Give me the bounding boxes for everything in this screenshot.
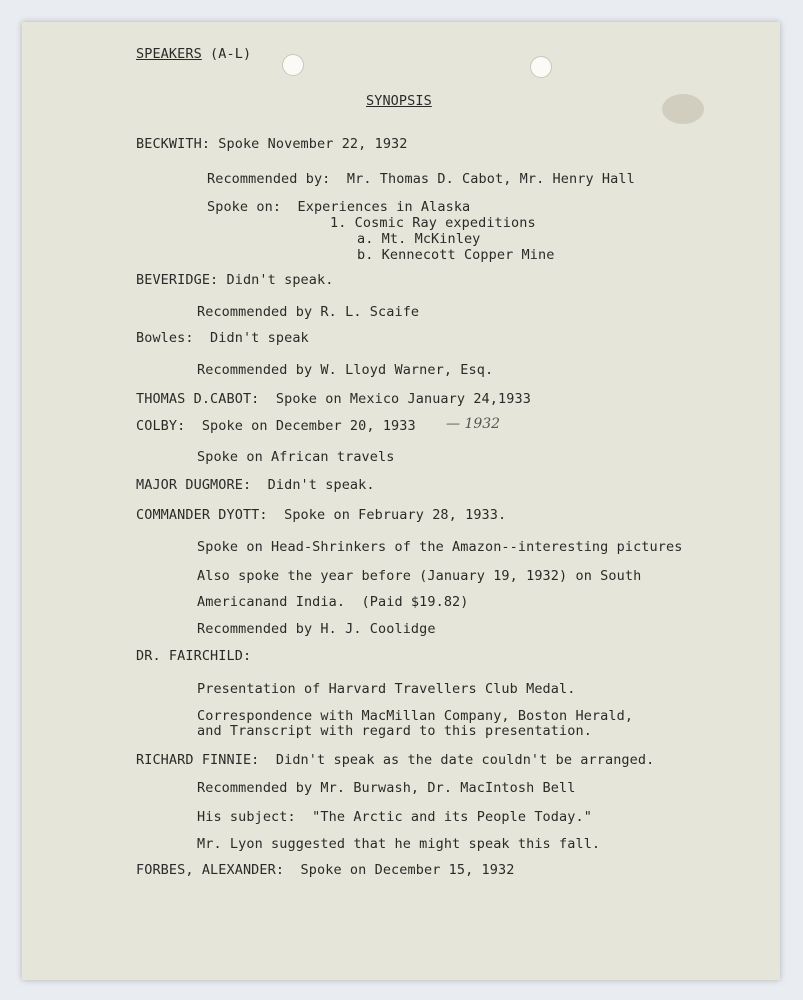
synopsis-heading: SYNOPSIS xyxy=(366,93,432,109)
entry-line: Correspondence with MacMillan Company, Boston Herald, xyxy=(197,708,634,724)
entry-dyott: COMMANDER DYOTT: Spoke on February 28, 1933. xyxy=(136,507,507,523)
entry-line: Recommended by Mr. Burwash, Dr. MacIntosh Bell xyxy=(197,780,576,796)
stain-mark xyxy=(662,94,704,124)
entry-line: Recommended by H. J. Coolidge xyxy=(197,621,436,637)
entry-line: Also spoke the year before (January 19, 1932) on South xyxy=(197,568,642,584)
entry-line: Mr. Lyon suggested that he might speak this fall. xyxy=(197,836,601,852)
header-range: (A-L) xyxy=(201,46,252,62)
entry-line: Spoke on Head-Shrinkers of the Amazon--interesting pictures xyxy=(197,539,683,555)
entry-fairchild: DR. FAIRCHILD: xyxy=(136,648,252,664)
entry-line: Spoke on African travels xyxy=(197,449,395,465)
entry-line: b. Kennecott Copper Mine xyxy=(357,247,555,263)
entry-forbes: FORBES, ALEXANDER: Spoke on December 15, 1932 xyxy=(136,862,515,878)
document-header xyxy=(136,47,251,62)
entry-line: a. Mt. McKinley xyxy=(357,231,481,247)
entry-line: 1. Cosmic Ray expeditions xyxy=(330,215,536,231)
entry-cabot: THOMAS D.CABOT: Spoke on Mexico January 24,1933 xyxy=(136,391,531,407)
handwritten-note: — 1932 xyxy=(446,416,501,432)
entry-beveridge: BEVERIDGE: Didn't speak. xyxy=(136,272,334,288)
entry-line: Spoke on: Experiences in Alaska xyxy=(207,199,471,215)
entry-beckwith: BECKWITH: Spoke November 22, 1932 xyxy=(136,136,408,152)
entry-colby: COLBY: Spoke on December 20, 1933 xyxy=(136,418,416,434)
punch-hole xyxy=(282,54,304,76)
entry-finnie: RICHARD FINNIE: Didn't speak as the date couldn't be arranged. xyxy=(136,752,655,768)
entry-line: Recommended by R. L. Scaife xyxy=(197,304,420,320)
entry-line: Presentation of Harvard Travellers Club Medal. xyxy=(197,681,576,697)
entry-line: Recommended by W. Lloyd Warner, Esq. xyxy=(197,362,494,378)
entry-line: Americanand India. (Paid $19.82) xyxy=(197,594,469,610)
entry-line: and Transcript with regard to this presentation. xyxy=(197,723,592,739)
entry-dugmore: MAJOR DUGMORE: Didn't speak. xyxy=(136,477,375,493)
entry-line: Recommended by: Mr. Thomas D. Cabot, Mr. Henry Hall xyxy=(207,171,635,187)
header-title: SPEAKERS xyxy=(136,46,202,62)
punch-hole xyxy=(530,56,552,78)
entry-line: His subject: "The Arctic and its People Today." xyxy=(197,809,592,825)
entry-bowles: Bowles: Didn't speak xyxy=(136,330,309,346)
